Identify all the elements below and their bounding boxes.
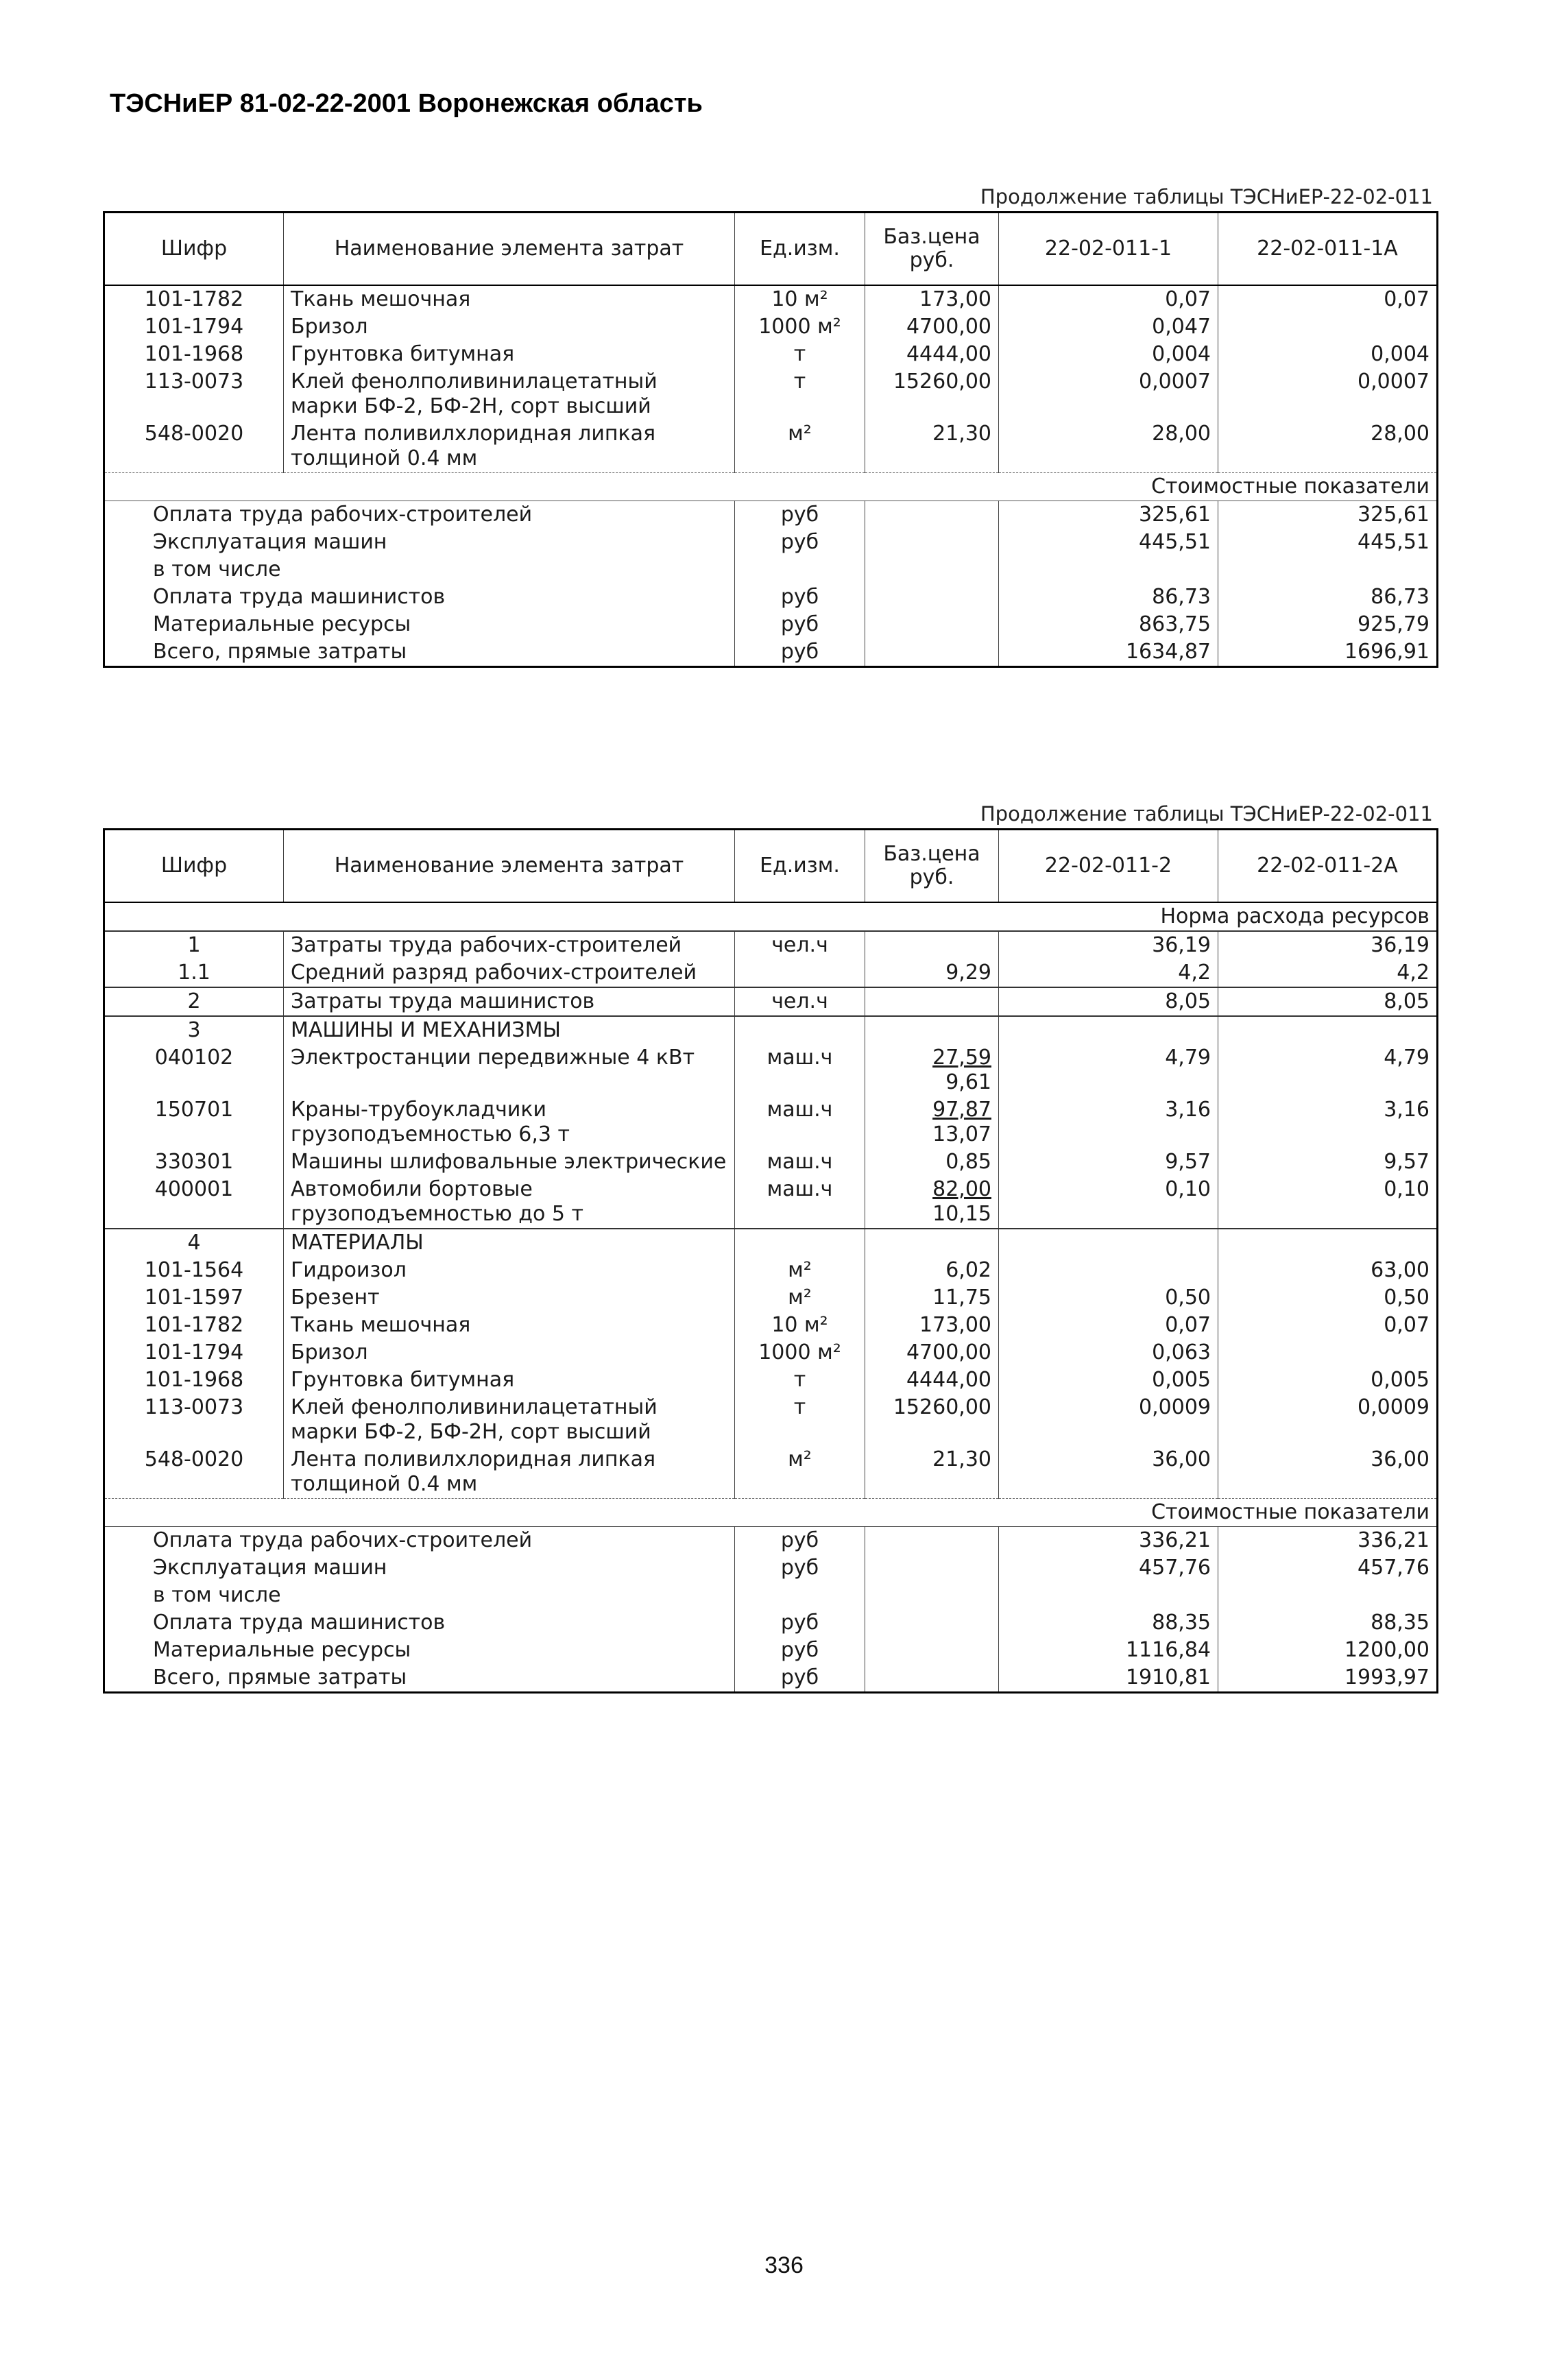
resource-code: 400001 xyxy=(104,1176,284,1229)
base-price-total: 97,87 xyxy=(932,1098,991,1122)
table-row xyxy=(104,1176,1438,1229)
resource-code: 113-0073 xyxy=(104,368,284,420)
col-header-base-price: Баз.цена руб. xyxy=(865,213,999,286)
resource-unit: т xyxy=(735,368,865,420)
base-price: 4444,00 xyxy=(865,341,999,368)
norm-value-2 xyxy=(1218,1016,1438,1044)
col-header-name: Наименование элемента затрат xyxy=(284,830,735,903)
resource-code: 101-1794 xyxy=(104,313,284,341)
cost-indicator-name: Материальные ресурсы xyxy=(104,611,735,638)
norm-value-1 xyxy=(999,1016,1218,1044)
norm-value-2: 0,50 xyxy=(1218,1284,1438,1312)
resource-name: Лента поливилхлоридная липкая толщиной 0.4 мм xyxy=(284,420,735,473)
cost-value-2: 457,76 xyxy=(1218,1554,1438,1582)
norm-value-1 xyxy=(999,1257,1218,1284)
norm-value-1 xyxy=(999,1229,1218,1257)
norm-value-1: 0,063 xyxy=(999,1339,1218,1366)
resource-name: Краны-трубоукладчики грузоподъемностью 6,3 т xyxy=(284,1096,735,1148)
resource-code: 040102 xyxy=(104,1044,284,1096)
norm-value-2 xyxy=(1218,313,1438,341)
empty-cell xyxy=(865,501,999,529)
base-price: 4700,00 xyxy=(865,1339,999,1366)
base-price xyxy=(865,1016,999,1044)
resource-code: 4 xyxy=(104,1229,284,1257)
resource-code: 548-0020 xyxy=(104,1446,284,1499)
base-price-wage: 13,07 xyxy=(932,1122,991,1146)
resource-code: 101-1782 xyxy=(104,285,284,313)
resource-code: 101-1564 xyxy=(104,1257,284,1284)
cost-indicator-name: Всего, прямые затраты xyxy=(104,1664,735,1693)
section-label-row xyxy=(104,473,1438,501)
section-label: Стоимостные показатели xyxy=(104,1499,1438,1527)
cost-value-1 xyxy=(999,556,1218,583)
cost-indicator-unit xyxy=(735,1582,865,1609)
norm-value-1: 0,07 xyxy=(999,285,1218,313)
base-price: 9,29 xyxy=(865,959,999,987)
empty-cell xyxy=(865,611,999,638)
empty-cell xyxy=(865,1582,999,1609)
base-price: 21,30 xyxy=(865,420,999,473)
norm-value-2: 0,07 xyxy=(1218,285,1438,313)
resource-name: МАТЕРИАЛЫ xyxy=(284,1229,735,1257)
norm-value-2: 28,00 xyxy=(1218,420,1438,473)
table-row xyxy=(104,931,1438,959)
norm-value-2: 0,004 xyxy=(1218,341,1438,368)
cost-indicator-row xyxy=(104,583,1438,611)
norm-value-2 xyxy=(1218,1229,1438,1257)
norm-value-2: 36,19 xyxy=(1218,931,1438,959)
base-price: 4444,00 xyxy=(865,1366,999,1394)
resource-name: Машины шлифовальные электрические xyxy=(284,1148,735,1176)
cost-value-2: 88,35 xyxy=(1218,1609,1438,1637)
cost-value-2: 1696,91 xyxy=(1218,638,1438,667)
cost-value-1: 336,21 xyxy=(999,1527,1218,1555)
cost-value-1 xyxy=(999,1582,1218,1609)
resource-name: Ткань мешочная xyxy=(284,1312,735,1339)
table-row xyxy=(104,1044,1438,1096)
cost-indicator-name: Оплата труда рабочих-строителей xyxy=(104,501,735,529)
table-row xyxy=(104,285,1438,313)
empty-cell xyxy=(865,1637,999,1664)
table-row xyxy=(104,1284,1438,1312)
cost-value-1: 1910,81 xyxy=(999,1664,1218,1693)
resource-name: Клей фенолполивинилацетатный марки БФ-2, БФ-2Н, сорт высший xyxy=(284,368,735,420)
cost-indicator-name: в том числе xyxy=(104,556,735,583)
base-price: 11,75 xyxy=(865,1284,999,1312)
resource-unit: маш.ч xyxy=(735,1044,865,1096)
cost-indicator-name: Всего, прямые затраты xyxy=(104,638,735,667)
table-row xyxy=(104,368,1438,420)
cost-indicator-row xyxy=(104,1527,1438,1555)
norm-value-2: 0,0009 xyxy=(1218,1394,1438,1446)
resource-name: Затраты труда машинистов xyxy=(284,987,735,1016)
resource-name: Брезент xyxy=(284,1284,735,1312)
resource-unit: 10 м² xyxy=(735,285,865,313)
base-price-total: 82,00 xyxy=(932,1177,991,1201)
norm-value-2: 36,00 xyxy=(1218,1446,1438,1499)
cost-value-1: 457,76 xyxy=(999,1554,1218,1582)
resource-code: 101-1782 xyxy=(104,1312,284,1339)
resource-unit: маш.ч xyxy=(735,1176,865,1229)
norm-value-1: 0,047 xyxy=(999,313,1218,341)
resource-unit: 10 м² xyxy=(735,1312,865,1339)
cost-indicator-row xyxy=(104,556,1438,583)
section-label: Стоимостные показатели xyxy=(104,473,1438,501)
norm-value-2 xyxy=(1218,1339,1438,1366)
cost-indicator-unit: руб xyxy=(735,1554,865,1582)
cost-value-2: 1200,00 xyxy=(1218,1637,1438,1664)
col-header-name: Наименование элемента затрат xyxy=(284,213,735,286)
resource-unit xyxy=(735,1016,865,1044)
cost-indicator-unit: руб xyxy=(735,1637,865,1664)
table2-caption: Продолжение таблицы ТЭСНиЕР-22-02-011 xyxy=(980,802,1433,826)
norm-value-1: 8,05 xyxy=(999,987,1218,1016)
cost-indicator-unit: руб xyxy=(735,1527,865,1555)
resource-unit: чел.ч xyxy=(735,931,865,959)
resource-code: 101-1794 xyxy=(104,1339,284,1366)
cost-indicator-name: Эксплуатация машин xyxy=(104,529,735,556)
base-price: 6,02 xyxy=(865,1257,999,1284)
resource-table-1 xyxy=(103,211,1438,668)
norm-value-1: 36,19 xyxy=(999,931,1218,959)
norm-value-1: 28,00 xyxy=(999,420,1218,473)
table-row xyxy=(104,1257,1438,1284)
col-header-code: Шифр xyxy=(104,213,284,286)
col-header-norm-1: 22-02-011-1 xyxy=(999,213,1218,286)
resource-name: МАШИНЫ И МЕХАНИЗМЫ xyxy=(284,1016,735,1044)
cost-value-2: 1993,97 xyxy=(1218,1664,1438,1693)
col-header-norm-1: 22-02-011-2 xyxy=(999,830,1218,903)
resource-name: Бризол xyxy=(284,313,735,341)
cost-indicator-unit: руб xyxy=(735,583,865,611)
base-price: 173,00 xyxy=(865,1312,999,1339)
norm-value-2: 0,0007 xyxy=(1218,368,1438,420)
table1-caption: Продолжение таблицы ТЭСНиЕР-22-02-011 xyxy=(980,185,1433,208)
resource-code: 548-0020 xyxy=(104,420,284,473)
table-row xyxy=(104,1229,1438,1257)
resource-unit: маш.ч xyxy=(735,1148,865,1176)
cost-indicator-row xyxy=(104,1609,1438,1637)
resource-unit: т xyxy=(735,1394,865,1446)
base-price xyxy=(865,931,999,959)
cost-indicator-name: Материальные ресурсы xyxy=(104,1637,735,1664)
resource-unit: м² xyxy=(735,420,865,473)
resource-code: 101-1597 xyxy=(104,1284,284,1312)
base-price xyxy=(865,1229,999,1257)
resource-unit: чел.ч xyxy=(735,987,865,1016)
resource-unit: 1000 м² xyxy=(735,1339,865,1366)
empty-cell xyxy=(865,529,999,556)
resource-code: 330301 xyxy=(104,1148,284,1176)
cost-value-1: 445,51 xyxy=(999,529,1218,556)
empty-cell xyxy=(865,1664,999,1693)
norm-value-1: 0,005 xyxy=(999,1366,1218,1394)
resource-name: Грунтовка битумная xyxy=(284,1366,735,1394)
base-price: 173,00 xyxy=(865,285,999,313)
resource-unit xyxy=(735,1229,865,1257)
resource-name: Лента поливилхлоридная липкая толщиной 0.4 мм xyxy=(284,1446,735,1499)
cost-value-1: 863,75 xyxy=(999,611,1218,638)
cost-value-2 xyxy=(1218,556,1438,583)
cost-value-2: 336,21 xyxy=(1218,1527,1438,1555)
base-price: 0,85 xyxy=(865,1148,999,1176)
cost-indicator-unit: руб xyxy=(735,638,865,667)
resource-unit: маш.ч xyxy=(735,1096,865,1148)
base-price xyxy=(865,1044,999,1096)
cost-indicator-unit: руб xyxy=(735,529,865,556)
resource-name: Клей фенолполивинилацетатный марки БФ-2, БФ-2Н, сорт высший xyxy=(284,1394,735,1446)
cost-indicator-name: Оплата труда машинистов xyxy=(104,583,735,611)
cost-indicator-row xyxy=(104,1554,1438,1582)
table-row xyxy=(104,1339,1438,1366)
resource-name: Грунтовка битумная xyxy=(284,341,735,368)
norm-value-1: 0,004 xyxy=(999,341,1218,368)
cost-indicator-row xyxy=(104,611,1438,638)
resource-unit: м² xyxy=(735,1446,865,1499)
resource-name: Автомобили бортовые грузоподъемностью до 5 т xyxy=(284,1176,735,1229)
resource-code: 2 xyxy=(104,987,284,1016)
norm-value-1: 4,2 xyxy=(999,959,1218,987)
base-price-wage: 9,61 xyxy=(945,1070,991,1094)
resource-code: 1.1 xyxy=(104,959,284,987)
cost-indicator-unit xyxy=(735,556,865,583)
section-label-row xyxy=(104,902,1438,931)
cost-indicator-unit: руб xyxy=(735,1609,865,1637)
resource-name: Бризол xyxy=(284,1339,735,1366)
cost-indicator-row xyxy=(104,638,1438,667)
cost-indicator-unit: руб xyxy=(735,501,865,529)
norm-value-2: 63,00 xyxy=(1218,1257,1438,1284)
cost-value-1: 1116,84 xyxy=(999,1637,1218,1664)
cost-value-2: 86,73 xyxy=(1218,583,1438,611)
norm-value-2: 9,57 xyxy=(1218,1148,1438,1176)
resource-unit xyxy=(735,959,865,987)
cost-value-1: 1634,87 xyxy=(999,638,1218,667)
cost-value-2: 925,79 xyxy=(1218,611,1438,638)
base-price-total: 27,59 xyxy=(932,1046,991,1070)
resource-unit: т xyxy=(735,1366,865,1394)
resource-code: 1 xyxy=(104,931,284,959)
table-row xyxy=(104,420,1438,473)
empty-cell xyxy=(865,556,999,583)
base-price: 21,30 xyxy=(865,1446,999,1499)
table-row xyxy=(104,313,1438,341)
table-row xyxy=(104,1016,1438,1044)
empty-cell xyxy=(865,1609,999,1637)
cost-indicator-name: Эксплуатация машин xyxy=(104,1554,735,1582)
table-row xyxy=(104,1394,1438,1446)
resource-table-2 xyxy=(103,828,1438,1694)
resource-name: Средний разряд рабочих-строителей xyxy=(284,959,735,987)
base-price xyxy=(865,1096,999,1148)
cost-indicator-name: в том числе xyxy=(104,1582,735,1609)
resource-name: Гидроизол xyxy=(284,1257,735,1284)
empty-cell xyxy=(865,638,999,667)
resource-code: 101-1968 xyxy=(104,341,284,368)
cost-indicator-row xyxy=(104,1637,1438,1664)
resource-name: Электростанции передвижные 4 кВт xyxy=(284,1044,735,1096)
table-row xyxy=(104,341,1438,368)
table-row xyxy=(104,1312,1438,1339)
cost-value-2 xyxy=(1218,1582,1438,1609)
resource-unit: м² xyxy=(735,1284,865,1312)
cost-value-1: 86,73 xyxy=(999,583,1218,611)
norm-value-2: 0,10 xyxy=(1218,1176,1438,1229)
norm-value-1: 0,10 xyxy=(999,1176,1218,1229)
col-header-code: Шифр xyxy=(104,830,284,903)
norm-value-2: 0,07 xyxy=(1218,1312,1438,1339)
empty-cell xyxy=(865,1527,999,1555)
resource-name: Затраты труда рабочих-строителей xyxy=(284,931,735,959)
base-price xyxy=(865,1176,999,1229)
base-price xyxy=(865,987,999,1016)
empty-cell xyxy=(865,1554,999,1582)
base-price-wage: 10,15 xyxy=(932,1202,991,1226)
cost-indicator-row xyxy=(104,529,1438,556)
cost-indicator-name: Оплата труда рабочих-строителей xyxy=(104,1527,735,1555)
cost-indicator-name: Оплата труда машинистов xyxy=(104,1609,735,1637)
table-row xyxy=(104,987,1438,1016)
resource-name: Ткань мешочная xyxy=(284,285,735,313)
table-row xyxy=(104,959,1438,987)
page-number: 336 xyxy=(764,2252,804,2278)
resource-unit: 1000 м² xyxy=(735,313,865,341)
empty-cell xyxy=(865,583,999,611)
norm-value-2: 4,2 xyxy=(1218,959,1438,987)
resource-code: 101-1968 xyxy=(104,1366,284,1394)
base-price: 4700,00 xyxy=(865,313,999,341)
section-label-row xyxy=(104,1499,1438,1527)
norm-value-2: 4,79 xyxy=(1218,1044,1438,1096)
cost-indicator-unit: руб xyxy=(735,611,865,638)
cost-indicator-row xyxy=(104,1582,1438,1609)
norm-value-2: 8,05 xyxy=(1218,987,1438,1016)
table-row xyxy=(104,1446,1438,1499)
col-header-base-price: Баз.цена руб. xyxy=(865,830,999,903)
resource-unit: т xyxy=(735,341,865,368)
resource-code: 3 xyxy=(104,1016,284,1044)
norm-value-1: 36,00 xyxy=(999,1446,1218,1499)
norm-value-1: 9,57 xyxy=(999,1148,1218,1176)
norm-value-1: 4,79 xyxy=(999,1044,1218,1096)
base-price: 15260,00 xyxy=(865,1394,999,1446)
col-header-norm-2: 22-02-011-2А xyxy=(1218,830,1438,903)
col-header-norm-2: 22-02-011-1А xyxy=(1218,213,1438,286)
cost-value-1: 325,61 xyxy=(999,501,1218,529)
norm-value-1: 0,50 xyxy=(999,1284,1218,1312)
norm-value-1: 0,0009 xyxy=(999,1394,1218,1446)
table-row xyxy=(104,1366,1438,1394)
cost-indicator-row xyxy=(104,1664,1438,1693)
cost-value-2: 325,61 xyxy=(1218,501,1438,529)
norm-value-1: 3,16 xyxy=(999,1096,1218,1148)
col-header-unit: Ед.изм. xyxy=(735,213,865,286)
section-label: Норма расхода ресурсов xyxy=(104,902,1438,931)
base-price: 15260,00 xyxy=(865,368,999,420)
resource-unit: м² xyxy=(735,1257,865,1284)
norm-value-2: 0,005 xyxy=(1218,1366,1438,1394)
table-row xyxy=(104,1096,1438,1148)
cost-indicator-unit: руб xyxy=(735,1664,865,1693)
resource-code: 150701 xyxy=(104,1096,284,1148)
cost-value-2: 445,51 xyxy=(1218,529,1438,556)
col-header-unit: Ед.изм. xyxy=(735,830,865,903)
norm-value-1: 0,0007 xyxy=(999,368,1218,420)
cost-value-1: 88,35 xyxy=(999,1609,1218,1637)
norm-value-2: 3,16 xyxy=(1218,1096,1438,1148)
page-title: ТЭСНиЕР 81-02-22-2001 Воронежская область xyxy=(110,89,703,118)
resource-code: 113-0073 xyxy=(104,1394,284,1446)
table-row xyxy=(104,1148,1438,1176)
cost-indicator-row xyxy=(104,501,1438,529)
norm-value-1: 0,07 xyxy=(999,1312,1218,1339)
